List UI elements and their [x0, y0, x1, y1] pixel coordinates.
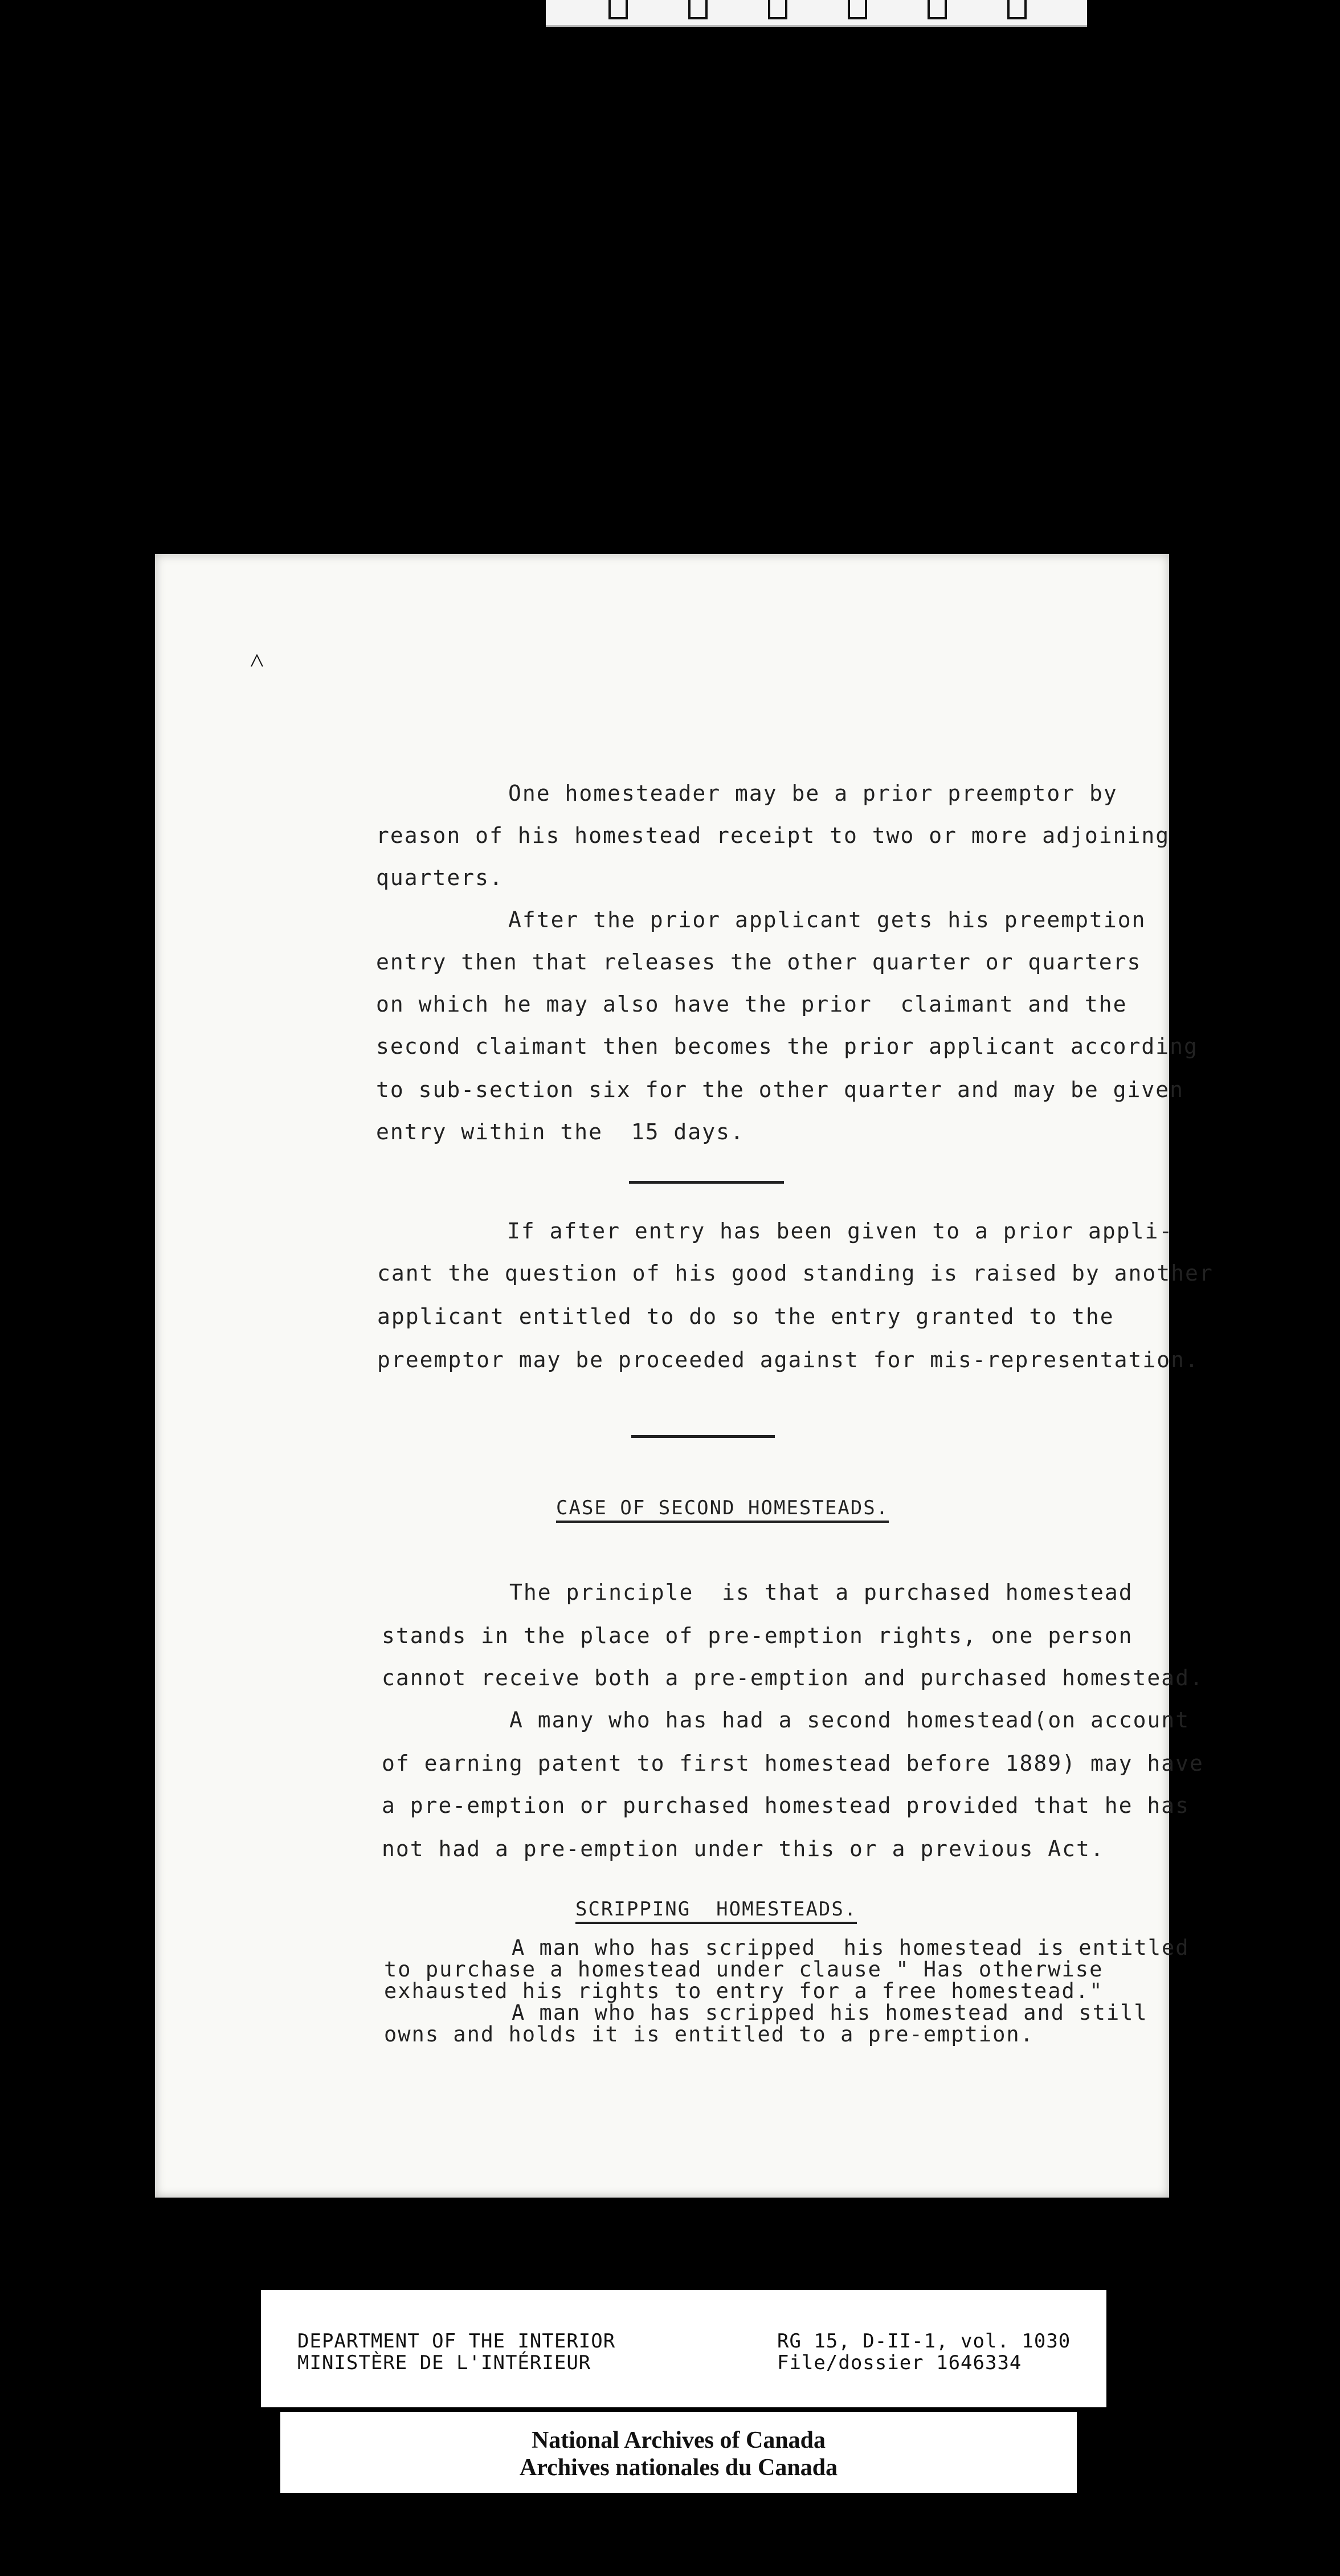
- pen-mark-icon: ˄: [250, 645, 264, 675]
- paragraph-line: to purchase a homestead under clause " Has otherwise: [384, 1957, 1104, 1982]
- paragraph-line: The principle is that a purchased homestead: [509, 1580, 1133, 1605]
- paragraph-line: of earning patent to first homestead before 1889) may have: [382, 1751, 1204, 1776]
- paragraph-line: A man who has scripped his homestead and still: [512, 2000, 1148, 2025]
- paragraph-line: entry then that releases the other quarter or quarters: [376, 949, 1142, 975]
- paragraph-line: to sub-section six for the other quarter and may be given: [376, 1077, 1184, 1102]
- film-mark: [848, 0, 867, 19]
- paragraph-line: quarters.: [376, 865, 504, 890]
- paragraph-line: A many who has had a second homestead(on account: [509, 1707, 1190, 1733]
- paragraph-line: cant the question of his good standing is raised by another: [377, 1261, 1214, 1286]
- paragraph-line: not had a pre-emption under this or a previous Act.: [382, 1836, 1105, 1861]
- paragraph-line: entry within the 15 days.: [376, 1119, 745, 1144]
- paragraph-line: exhausted his rights to entry for a free homestead.": [384, 1979, 1104, 2003]
- paragraph-line: cannot receive both a pre-emption and purchased homestead.: [382, 1665, 1204, 1690]
- paragraph-line: applicant entitled to do so the entry granted to the: [377, 1304, 1114, 1329]
- film-mark: [688, 0, 708, 19]
- film-strip-top: [546, 0, 1087, 27]
- document-page: [155, 554, 1214, 2198]
- section-divider: [631, 1435, 775, 1438]
- department-name-fr: MINISTÈRE DE L'INTÉRIEUR: [297, 2351, 591, 2374]
- record-reference: RG 15, D-II-1, vol. 1030: [777, 2330, 1071, 2353]
- archive-reference-label: [261, 2290, 1106, 2407]
- archives-name-en: National Archives of Canada: [531, 2427, 826, 2453]
- film-mark: [928, 0, 947, 19]
- paragraph-line: A man who has scripped his homestead is entitled: [512, 1935, 1190, 1960]
- paragraph-line: a pre-emption or purchased homestead provided that he has: [382, 1793, 1190, 1818]
- section-divider: [629, 1181, 784, 1184]
- film-mark: [768, 0, 787, 19]
- film-mark: [608, 0, 628, 19]
- department-name-en: DEPARTMENT OF THE INTERIOR: [297, 2330, 616, 2353]
- file-number: File/dossier 1646334: [777, 2351, 1022, 2374]
- paragraph-line: stands in the place of pre-emption rights, one person: [382, 1623, 1133, 1648]
- paragraph-line: If after entry has been given to a prior appli-: [507, 1218, 1174, 1244]
- paragraph-line: preemptor may be proceeded against for mis-representation.: [377, 1347, 1199, 1372]
- archives-name-fr: Archives nationales du Canada: [519, 2455, 838, 2481]
- paragraph-line: One homesteader may be a prior preemptor by: [508, 781, 1118, 806]
- paragraph-line: owns and holds it is entitled to a pre-emption.: [384, 2022, 1034, 2047]
- paragraph-line: After the prior applicant gets his preemption: [508, 907, 1146, 932]
- film-mark: [1007, 0, 1027, 19]
- section-heading: CASE OF SECOND HOMESTEADS.: [556, 1497, 889, 1523]
- paragraph-line: on which he may also have the prior claimant and the: [376, 992, 1127, 1017]
- paragraph-line: reason of his homestead receipt to two or more adjoining: [376, 823, 1170, 848]
- section-heading: SCRIPPING HOMESTEADS.: [575, 1898, 857, 1924]
- archives-banner: [280, 2412, 1077, 2493]
- paragraph-line: second claimant then becomes the prior applicant according: [376, 1034, 1198, 1059]
